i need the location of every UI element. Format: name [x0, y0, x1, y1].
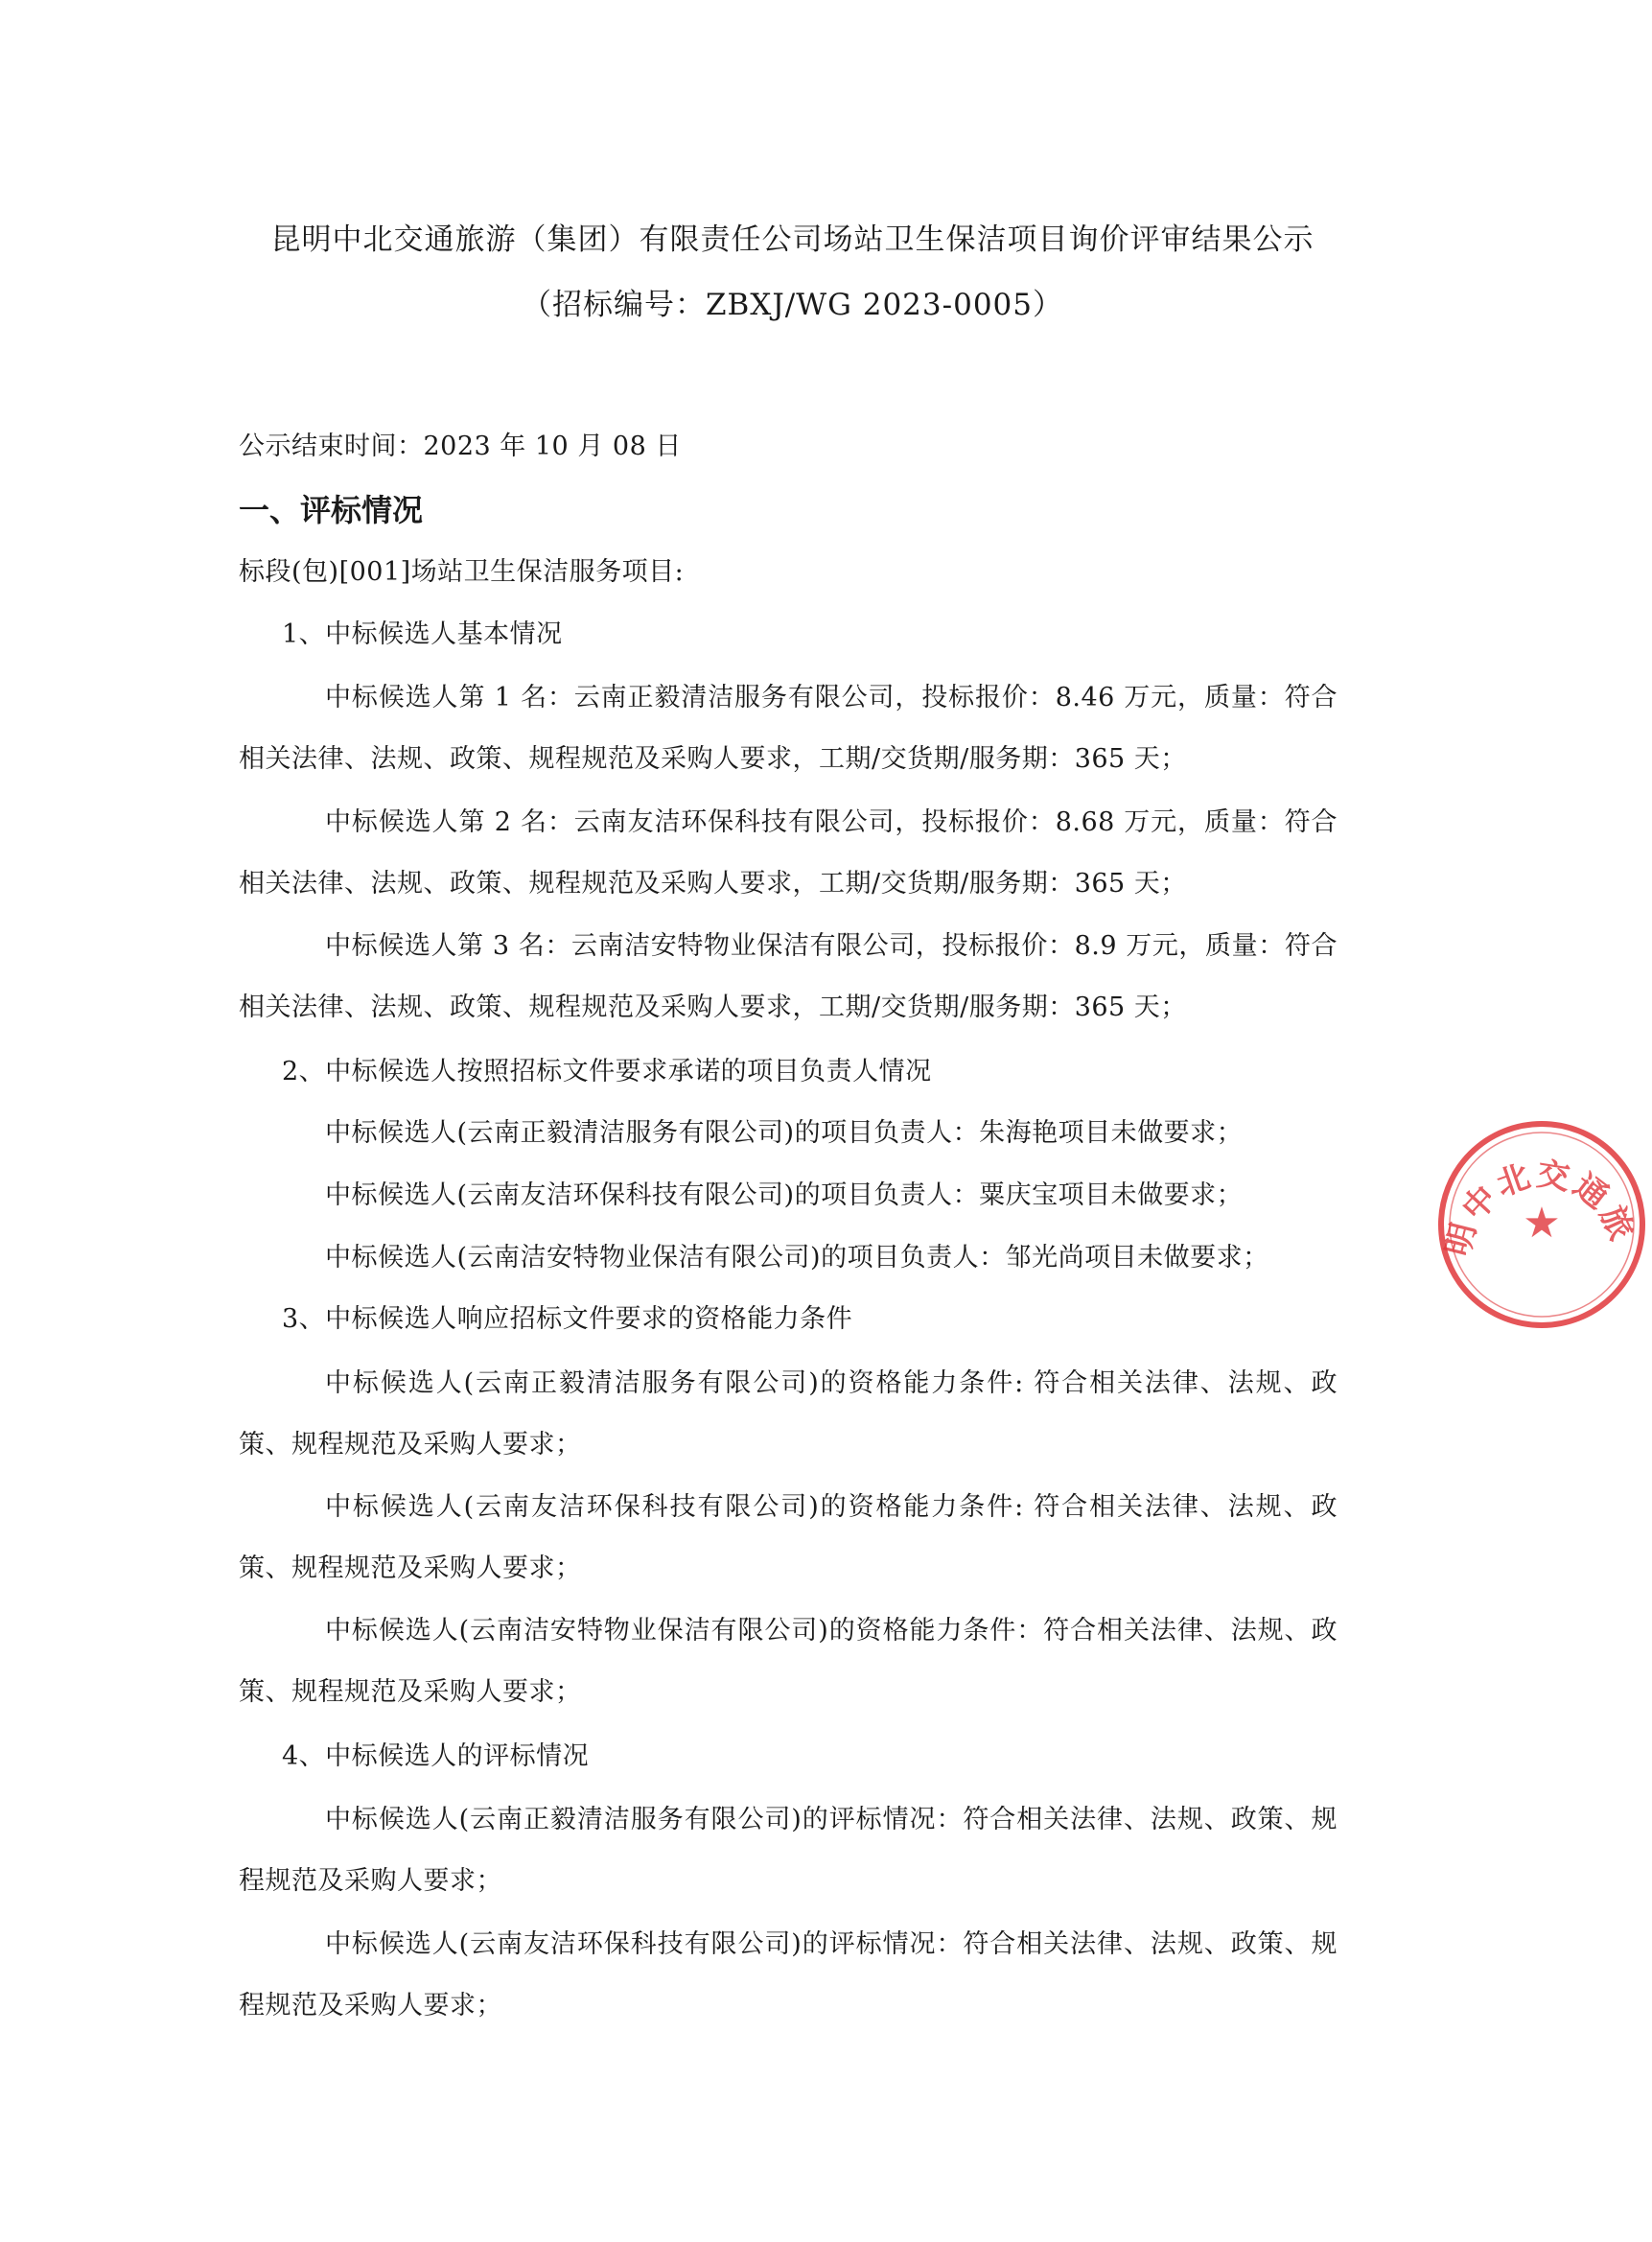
seal-text: 明中北交通旅 — [1438, 1155, 1642, 1260]
project-lead-1: 中标候选人(云南正毅清洁服务有限公司)的项目负责人：朱海艳项目未做要求； — [325, 1118, 1244, 1148]
document-title: 昆明中北交通旅游（集团）有限责任公司场站卫生保洁项目询价评审结果公示 — [270, 222, 1315, 257]
seal-star-icon: ★ — [1523, 1199, 1561, 1248]
lot-description: 标段(包)[001]场站卫生保洁服务项目: — [239, 557, 685, 587]
qualification-3: 中标候选人(云南洁安特物业保洁有限公司)的资格能力条件：符合相关法律、法规、政策、规程规范及采购人要求； — [239, 1616, 1338, 1707]
candidate-basic-2: 中标候选人第 2 名：云南友洁环保科技有限公司，投标报价：8.68 万元，质量：符合相关法律、法规、政策、规程规范及采购人要求，工期/交货期/服务期：365 天； — [239, 807, 1338, 899]
project-lead-3: 中标候选人(云南洁安特物业保洁有限公司)的项目负责人：邹光尚项目未做要求； — [325, 1243, 1269, 1273]
notice-end-time: 公示结束时间：2023 年 10 月 08 日 — [239, 432, 682, 461]
subheading-qualifications: 3、中标候选人响应招标文件要求的资格能力条件 — [282, 1304, 853, 1334]
evaluation-1: 中标候选人(云南正毅清洁服务有限公司)的评标情况：符合相关法律、法规、政策、规程规范及采购人要求； — [239, 1805, 1338, 1896]
qualification-1: 中标候选人(云南正毅清洁服务有限公司)的资格能力条件: 符合相关法律、法规、政策、规程规范及采购人要求； — [239, 1368, 1338, 1460]
project-lead-2: 中标候选人(云南友洁环保科技有限公司)的项目负责人：粟庆宝项目未做要求； — [325, 1180, 1244, 1210]
subheading-evaluations: 4、中标候选人的评标情况 — [282, 1741, 590, 1771]
evaluation-2: 中标候选人(云南友洁环保科技有限公司)的评标情况：符合相关法律、法规、政策、规程规范及采购人要求； — [239, 1929, 1338, 2020]
candidate-basic-3: 中标候选人第 3 名：云南洁安特物业保洁有限公司，投标报价：8.9 万元，质量：符合相关法律、法规、政策、规程规范及采购人要求，工期/交货期/服务期：365 天； — [239, 931, 1338, 1022]
subheading-candidates-basic: 1、中标候选人基本情况 — [282, 619, 563, 649]
candidate-basic-1: 中标候选人第 1 名：云南正毅清洁服务有限公司，投标报价：8.46 万元，质量：符合相关法律、法规、政策、规程规范及采购人要求，工期/交货期/服务期：365 天； — [239, 683, 1338, 774]
subheading-project-leads: 2、中标候选人按照招标文件要求承诺的项目负责人情况 — [282, 1057, 932, 1086]
qualification-2: 中标候选人(云南友洁环保科技有限公司)的资格能力条件: 符合相关法律、法规、政策、规程规范及采购人要求； — [239, 1492, 1338, 1583]
section-heading-evaluation: 一、评标情况 — [239, 492, 424, 528]
tender-number: （招标编号：ZBXJ/WG 2023-0005） — [521, 288, 1063, 322]
company-seal — [1431, 1114, 1652, 1335]
